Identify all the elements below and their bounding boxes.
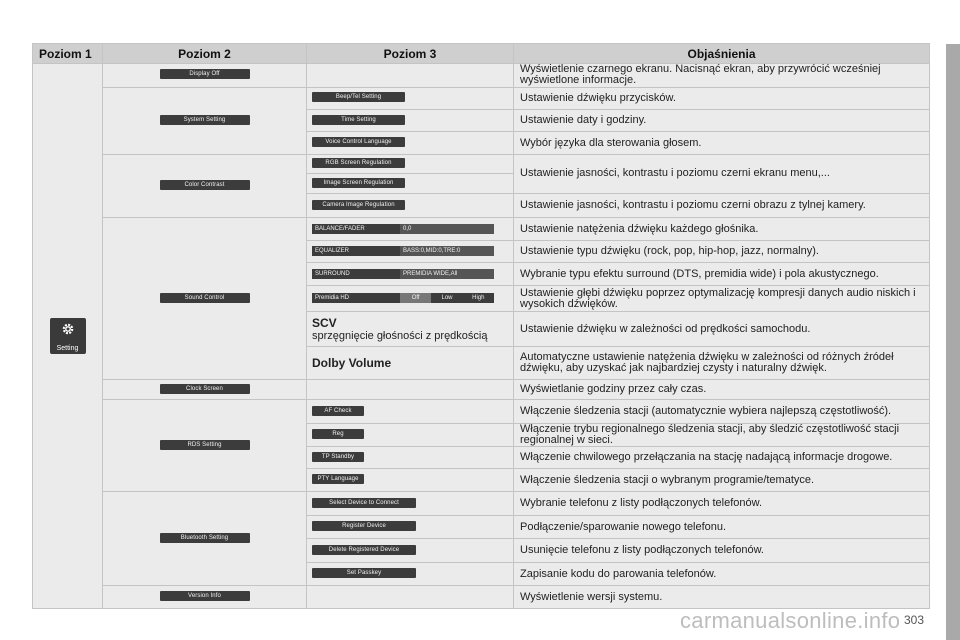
surround-value: PREMIDIA WIDE,All (400, 269, 494, 279)
watermark: carmanualsonline.info (680, 608, 901, 633)
premidia-high-option[interactable]: High (472, 295, 485, 302)
description: Ustawienie natężenia dźwięku każdego głośnika. (514, 218, 930, 240)
description: Automatyczne ustawienie natężenia dźwięku w zależności od różnych źródeł dźwięku, aby uzyskać jak najbardziej czysty i naturalny dźwięk. (514, 347, 930, 380)
balance-fader-value: 0,0 (400, 224, 494, 234)
description: Włączenie chwilowego przełączania na stację nadającą informacje drogowe. (514, 447, 930, 468)
clock-screen-button[interactable]: Clock Screen (160, 384, 250, 394)
display-off-button[interactable]: Display Off (160, 69, 250, 79)
level1-cell (33, 64, 103, 609)
description: Wyświetlanie godziny przez cały czas. (514, 379, 930, 399)
description: Ustawienie jasności, kontrastu i poziomu czerni obrazu z tylnej kamery. (514, 193, 930, 218)
surround-control[interactable] (312, 269, 494, 279)
description: Włączenie śledzenia stacji o wybranym programie/tematyce. (514, 468, 930, 492)
equalizer-label: EQUALIZER (315, 248, 350, 255)
image-screen-regulation-button[interactable]: Image Screen Regulation (312, 178, 405, 188)
surround-label: SURROUND (315, 270, 350, 277)
premidia-low-option[interactable]: Low (441, 295, 453, 302)
description: Ustawienie dźwięku przycisków. (514, 87, 930, 109)
color-contrast-button[interactable]: Color Contrast (160, 180, 250, 190)
sound-control-button[interactable]: Sound Control (160, 293, 250, 303)
table-row (33, 492, 930, 516)
description: Ustawienie typu dźwięku (rock, pop, hip-hop, jazz, normalny). (514, 240, 930, 262)
balance-fader-control[interactable] (312, 224, 494, 234)
voice-control-language-button[interactable]: Voice Control Language (312, 137, 405, 147)
description: Wyświetlenie wersji systemu. (514, 586, 930, 609)
camera-image-regulation-button[interactable]: Camera Image Regulation (312, 200, 405, 210)
table-row (33, 400, 930, 424)
description: Wybranie telefonu z listy podłączonych telefonów. (514, 492, 930, 516)
table-row (33, 218, 930, 240)
table-row (33, 586, 930, 609)
description: Ustawienie daty i godziny. (514, 110, 930, 132)
header-level-3: Poziom 3 (307, 44, 514, 64)
af-check-button[interactable]: AF Check (312, 406, 364, 416)
scv-title: SCV (312, 315, 337, 330)
bluetooth-setting-button[interactable]: Bluetooth Setting (160, 533, 250, 543)
table-header-row (33, 44, 930, 64)
description: Wybór języka dla sterowania głosem. (514, 132, 930, 154)
description: Ustawienie dźwięku w zależności od prędkości samochodu. (514, 312, 930, 347)
table-row (33, 379, 930, 399)
header-explanations: Objaśnienia (514, 44, 930, 64)
tp-standby-button[interactable]: TP Standby (312, 452, 364, 462)
settings-table (32, 43, 930, 609)
beep-tel-setting-button[interactable]: Beep/Tel Setting (312, 92, 405, 102)
header-level-1: Poziom 1 (33, 44, 103, 64)
setting-button[interactable] (50, 318, 86, 354)
premidia-hd-control[interactable] (312, 293, 494, 303)
reg-button[interactable]: Reg (312, 429, 364, 439)
description: Usunięcie telefonu z listy podłączonych telefonów. (514, 539, 930, 563)
rds-setting-button[interactable]: RDS Setting (160, 440, 250, 450)
header-level-2: Poziom 2 (103, 44, 307, 64)
setting-label: Setting (56, 345, 79, 352)
select-device-button[interactable]: Select Device to Connect (312, 498, 416, 508)
time-setting-button[interactable]: Time Setting (312, 115, 405, 125)
dolby-volume-title: Dolby Volume (312, 355, 392, 370)
rgb-screen-regulation-button[interactable]: RGB Screen Regulation (312, 158, 405, 168)
description: Włączenie śledzenia stacji (automatycznie wybiera najlepszą częstotliwość). (514, 400, 930, 424)
balance-fader-label: BALANCE/FADER (315, 225, 365, 232)
pty-language-button[interactable]: PTY Language (312, 474, 364, 484)
delete-registered-device-button[interactable]: Delete Registered Device (312, 545, 416, 555)
page-number: 303 (904, 613, 925, 627)
table-row (33, 87, 930, 109)
premidia-hd-label: Premidia HD (315, 295, 350, 302)
description: Włączenie trybu regionalnego śledzenia stacji, aby śledzić częstotliwość stacji regionalnej w sieci. (514, 423, 930, 447)
description: Ustawienie głębi dźwięku poprzez optymalizację kompresji danych audio niskich i wysokich dźwięków. (514, 285, 930, 312)
description: Podłączenie/sparowanie nowego telefonu. (514, 515, 930, 539)
table-row (33, 64, 930, 88)
register-device-button[interactable]: Register Device (312, 521, 416, 531)
premidia-off-option[interactable]: Off (400, 293, 431, 303)
version-info-button[interactable]: Version Info (160, 591, 250, 601)
description: Ustawienie jasności, kontrastu i poziomu czerni ekranu menu,... (514, 154, 930, 193)
page-side-bar (946, 44, 960, 640)
description: Wybranie typu efektu surround (DTS, premidia wide) i pola akustycznego. (514, 263, 930, 285)
equalizer-control[interactable] (312, 246, 494, 256)
gear-icon (61, 322, 75, 336)
system-setting-button[interactable]: System Setting (160, 115, 250, 125)
equalizer-value: BASS:0,MID:0,TRE:0 (400, 246, 494, 256)
description: Wyświetlenie czarnego ekranu. Nacisnąć ekran, aby przywrócić wcześniej wyświetlone informacje. (514, 64, 930, 88)
table-row (33, 154, 930, 173)
scv-subtitle: sprzęgnięcie głośności z prędkością (312, 329, 488, 342)
set-passkey-button[interactable]: Set Passkey (312, 568, 416, 578)
description: Zapisanie kodu do parowania telefonów. (514, 562, 930, 586)
